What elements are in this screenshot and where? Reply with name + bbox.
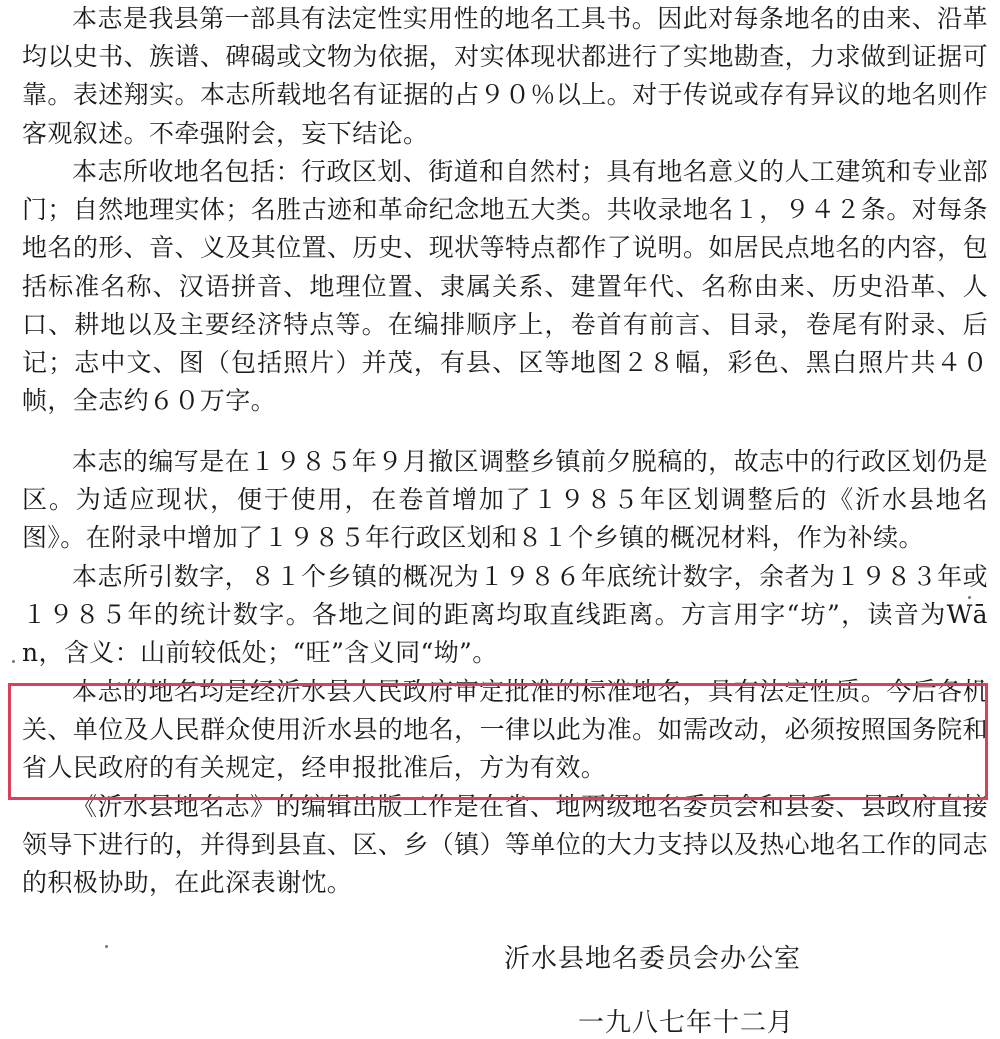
signature-organization: 沂水县地名委员会办公室 — [504, 944, 802, 974]
scan-speck — [12, 660, 15, 663]
paragraph-contents: 本志所收地名包括：行政区划、街道和自然村；具有地名意义的人工建筑和专业部门；自然地理实体；名胜古迹和革命纪念地五大类。共收录地名１，９４２条。对每条地名的形、音、义及其位置、历史、现状等特点都作了说明。如居民点地名的内容，包括标准名称、汉语拼音、地理位置、隶属关系、建置年代、名称由来、历史沿革、人口、耕地以及主要经济特点等。在编排顺序上，卷首有前言、目录，卷尾有附录、后记；志中文、图（包括照片）并茂，有县、区等地图２８幅，彩色、黑白照片共４０帧，全志约６０万字。 — [22, 157, 988, 416]
paragraph-standard-names: 本志的地名均是经沂水县人民政府审定批准的标准地名，具有法定性质。今后各机关、单位及人民群众使用沂水县的地名，一律以此为准。如需改动，必须按照国务院和省人民政府的有关规定，经申报批准后，方为有效。 — [22, 677, 988, 783]
scan-speck — [968, 596, 971, 599]
signature-date: 一九八七年十二月 — [578, 1008, 795, 1038]
paragraph-legal-basis: 本志是我县第一部具有法定性实用性的地名工具书。因此对每条地名的由来、沿革均以史书、族谱、碑碣或文物为依据，对实体现状都进行了实地勘查，力求做到证据可靠。表述翔实。本志所载地名有证据的占９０％以上。对于传说或存有异议的地名则作客观叙述。不牵强附会，妄下结论。 — [22, 4, 988, 148]
paragraph-administrative-division: 本志的编写是在１９８５年９月撤区调整乡镇前夕脱稿的，故志中的行政区划仍是区。为适应现状，便于使用，在卷首增加了１９８５年区划调整后的《沂水县地名图》。在附录中增加了１９８５年行政区划和８１个乡镇的概况材料，作为补续。 — [22, 447, 988, 553]
paragraph-acknowledgement: 《沂水县地名志》的编辑出版工作是在省、地两级地名委员会和县委、县政府直接领导下进行的，并得到县直、区、乡（镇）等单位的大力支持以及热心地名工作的同志的积极协助，在此深表谢忱。 — [22, 792, 988, 898]
scan-speck — [105, 945, 108, 948]
paragraph-statistics: 本志所引数字，８１个乡镇的概况为１９８６年底统计数字，余者为１９８３年或１９８５年的统计数字。各地之间的距离均取直线距离。方言用字“坊”，读音为Wān，含义：山前较低处；“旺”含义同“坳”。 — [22, 562, 988, 668]
